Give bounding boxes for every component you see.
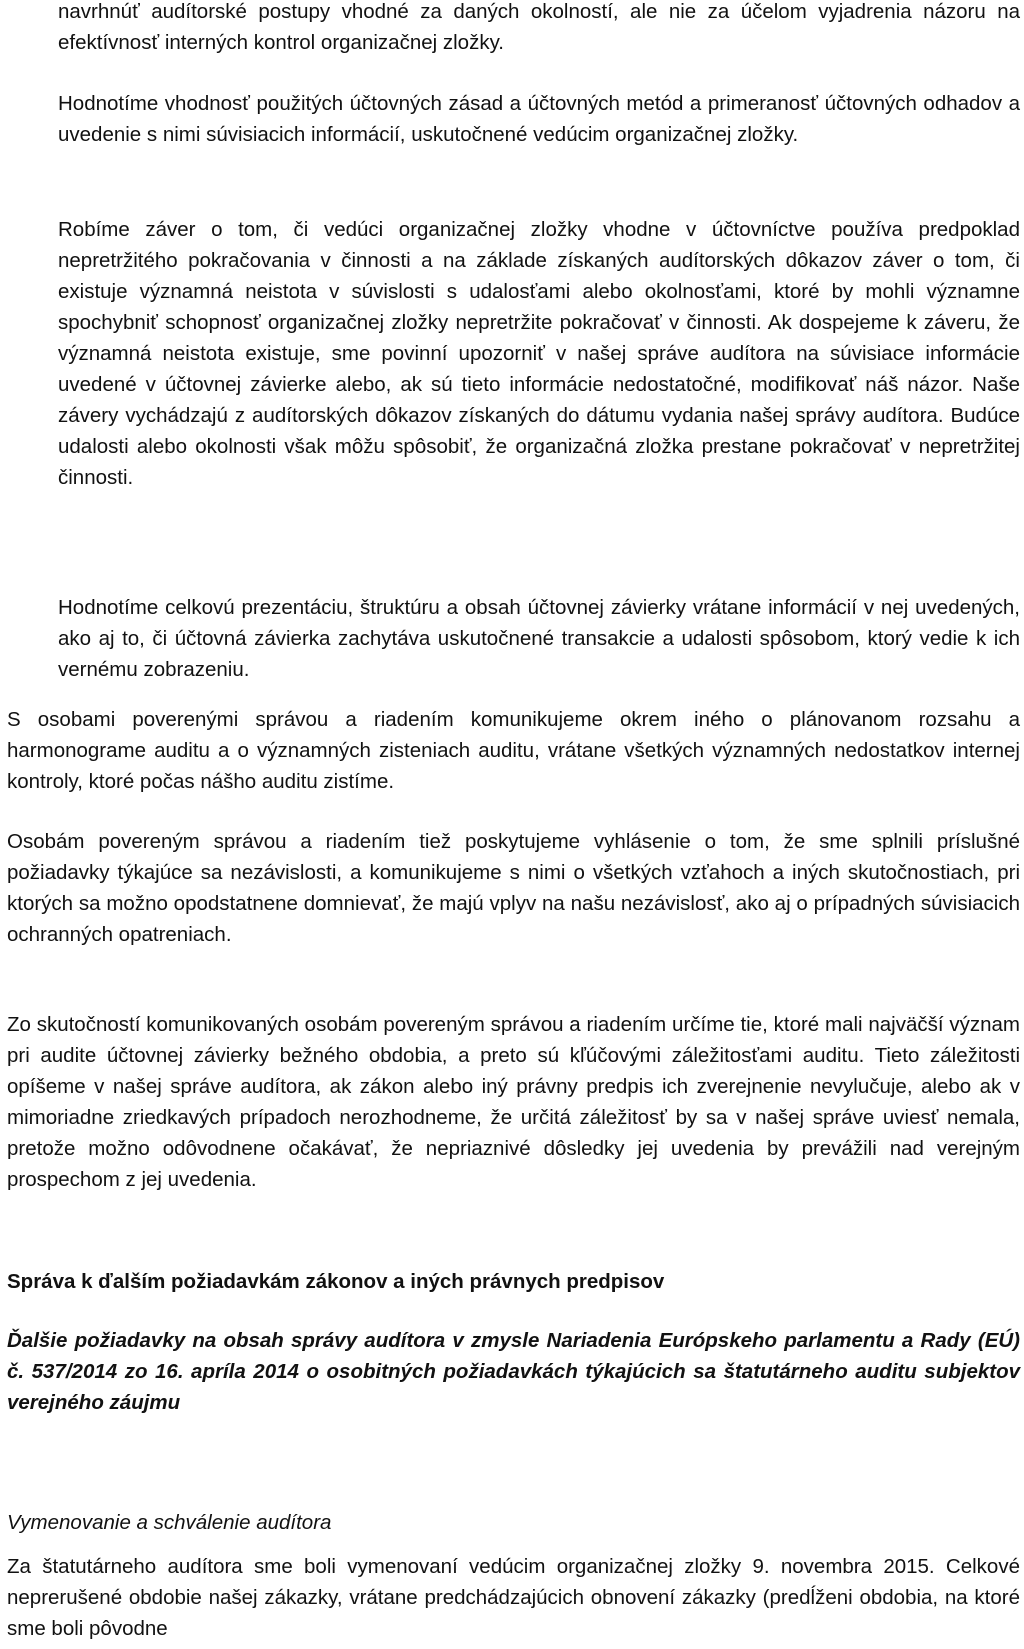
paragraph-key-audit-matters: Zo skutočností komunikovaných osobám povereným správou a riadením určíme tie, ktoré mali najväčší význam pri audite účtovnej závierky bežného obdobia, a preto sú kľúčovými záležitosťami auditu. Tieto záležitosti opíšeme v našej správe audítora, ak zákon alebo iný právny predpis ich zverejnenie nevylučuje, alebo ak v mimoriadne zriedkavých prípadoch nerozhodneme, že určitá záležitosť by sa v našej správe uviesť nemala, pretože možno odôvodnene očakávať, že nepriaznivé dôsledky jej uvedenia by prevážili nad verejným prospechom z jej uvedenia. <box>7 1013 1020 1191</box>
paragraph-overall-presentation: Hodnotíme celkovú prezentáciu, štruktúru a obsah účtovnej závierky vrátane informácií v nej uvedených, ako aj to, či účtovná závierka zachytáva uskutočnené transakcie a udalosti spôsobom, ktorý vedie k ich vernému zobrazeniu. <box>58 596 1020 681</box>
subsection-heading: Ďalšie požiadavky na obsah správy audítora v zmysle Nariadenia Európskeho parlamentu a Rady (EÚ) č. 537/2014 zo 16. apríla 2014 o osobitných požiadavkách týkajúcich sa štatutárneho auditu subjektov verejného záujmu <box>7 1329 1020 1414</box>
paragraph-accounting-policies: Hodnotíme vhodnosť použitých účtovných zásad a účtovných metód a primeranosť účtovných odhadov a uvedenie s nimi súvisiacich informácií, uskutočnené vedúcim organizačnej zložky. <box>58 92 1020 146</box>
auditor-appointment-heading: Vymenovanie a schválenie audítora <box>7 1511 332 1534</box>
paragraph-independence-statement: Osobám povereným správou a riadením tiež poskytujeme vyhlásenie o tom, že sme splnili príslušné požiadavky týkajúce sa nezávislosti, a komunikujeme s nimi o všetkých vzťahoch a iných skutočnostiach, pri ktorých sa možno opodstatnene domnievať, že majú vplyv na našu nezávislosť, ako aj o prípadných súvisiacich ochranných opatreniach. <box>7 830 1020 946</box>
paragraph-auditor-appointment: Za štatutárneho audítora sme boli vymenovaní vedúcim organizačnej zložky 9. novembra 2015. Celkové neprerušené obdobie našej zákazky, vrátane predchádzajúcich obnovení zákazky (predĺženi obdobia, na ktoré sme boli pôvodne <box>7 1555 1020 1640</box>
paragraph-internal-controls: navrhnúť audítorské postupy vhodné za daných okolností, ale nie za účelom vyjadrenia názoru na efektívnosť interných kontrol organizačnej zložky. <box>58 0 1020 54</box>
paragraph-going-concern: Robíme záver o tom, či vedúci organizačnej zložky vhodne v účtovníctve používa predpoklad nepretržitého pokračovania v činnosti a na základe získaných audítorských dôkazov záver o tom, či existuje významná neistota v súvislosti s udalosťami alebo okolnosťami, ktoré by mohli významne spochybniť schopnosť organizačnej zložky nepretržite pokračovať v činnosti. Ak dospejeme k záveru, že významná neistota existuje, sme povinní upozorniť v našej správe audítora na súvisiace informácie uvedené v účtovnej závierke alebo, ak sú tieto informácie nedostatočné, modifikovať náš názor. Naše závery vychádzajú z audítorských dôkazov získaných do dátumu vydania našej správy audítora. Budúce udalosti alebo okolnosti však môžu spôsobiť, že organizačná zložka prestane pokračovať v nepretržitej činnosti. <box>58 218 1020 489</box>
paragraph-communication-scope: S osobami poverenými správou a riadením komunikujeme okrem iného o plánovanom rozsahu a harmonograme auditu a o významných zisteniach auditu, vrátane všetkých významných nedostatkov internej kontroly, ktoré počas nášho auditu zistíme. <box>7 708 1020 793</box>
section-heading: Správa k ďalším požiadavkám zákonov a iných právnych predpisov <box>7 1270 665 1293</box>
